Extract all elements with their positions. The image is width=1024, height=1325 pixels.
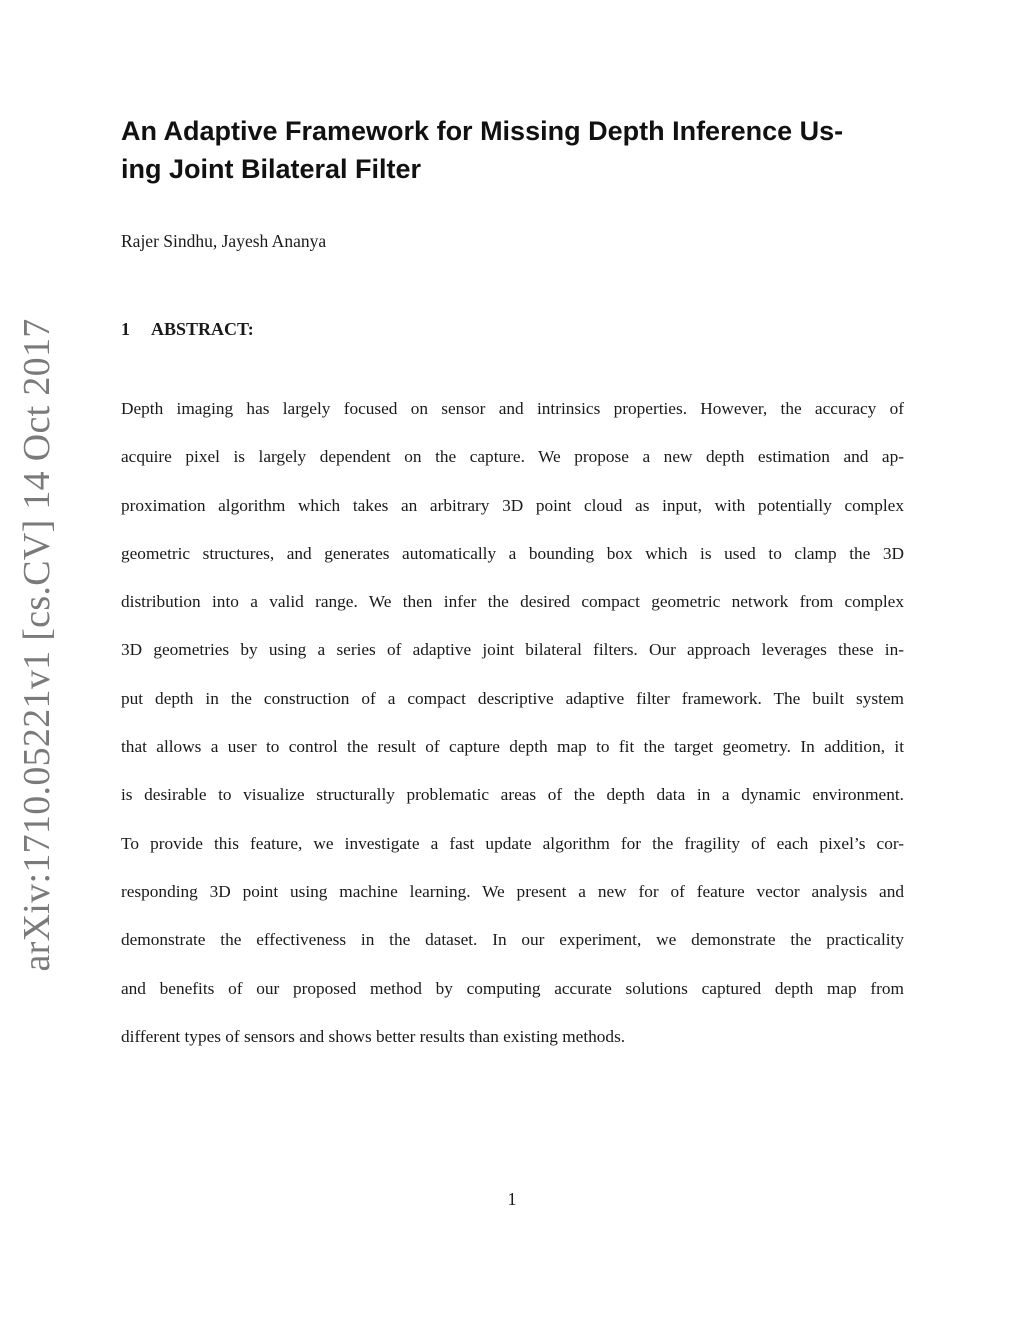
abstract-body — [121, 392, 904, 1068]
abstract-line: put depth in the construction of a compact descriptive adaptive filter framework. The built system — [121, 688, 904, 708]
arxiv-stamp-text: arXiv:1710.05221v1 [cs.CV] 14 Oct 2017 — [16, 318, 58, 972]
section-heading-abstract — [121, 317, 254, 341]
abstract-line: that allows a user to control the result of capture depth map to fit the target geometry. In addition, it — [121, 737, 904, 757]
abstract-line: acquire pixel is largely dependent on the capture. We propose a new depth estimation and ap- — [121, 447, 904, 467]
section-number: 1 — [121, 319, 130, 339]
abstract-line: different types of sensors and shows better results than existing methods. — [121, 1026, 626, 1046]
abstract-line: distribution into a valid range. We then infer the desired compact geometric network from complex — [121, 592, 904, 612]
abstract-line: responding 3D point using machine learning. We present a new for of feature vector analysis and — [121, 881, 904, 901]
abstract-line: To provide this feature, we investigate a fast update algorithm for the fragility of each pixel’s cor- — [121, 833, 904, 853]
abstract-line: Depth imaging has largely focused on sensor and intrinsics properties. However, the accuracy of — [121, 399, 904, 418]
paper-authors: Rajer Sindhu, Jayesh Ananya — [121, 231, 327, 251]
abstract-line: geometric structures, and generates automatically a bounding box which is used to clamp the 3D — [121, 543, 904, 563]
paper-title-line: ing Joint Bilateral Filter — [121, 154, 422, 184]
abstract-line: demonstrate the effectiveness in the dataset. In our experiment, we demonstrate the practicality — [121, 930, 904, 950]
abstract-line: is desirable to visualize structurally problematic areas of the depth data in a dynamic environment. — [121, 785, 904, 805]
abstract-line: proximation algorithm which takes an arbitrary 3D point cloud as input, with potentially complex — [121, 495, 904, 515]
paper-title-line: An Adaptive Framework for Missing Depth Inference Us- — [121, 116, 844, 146]
abstract-line: 3D geometries by using a series of adaptive joint bilateral filters. Our approach leverages these in- — [121, 640, 904, 660]
paper-title — [121, 112, 911, 188]
page-number: 1 — [507, 1189, 517, 1209]
section-title: ABSTRACT: — [151, 319, 254, 339]
abstract-line: and benefits of our proposed method by computing accurate solutions captured depth map from — [121, 978, 904, 998]
